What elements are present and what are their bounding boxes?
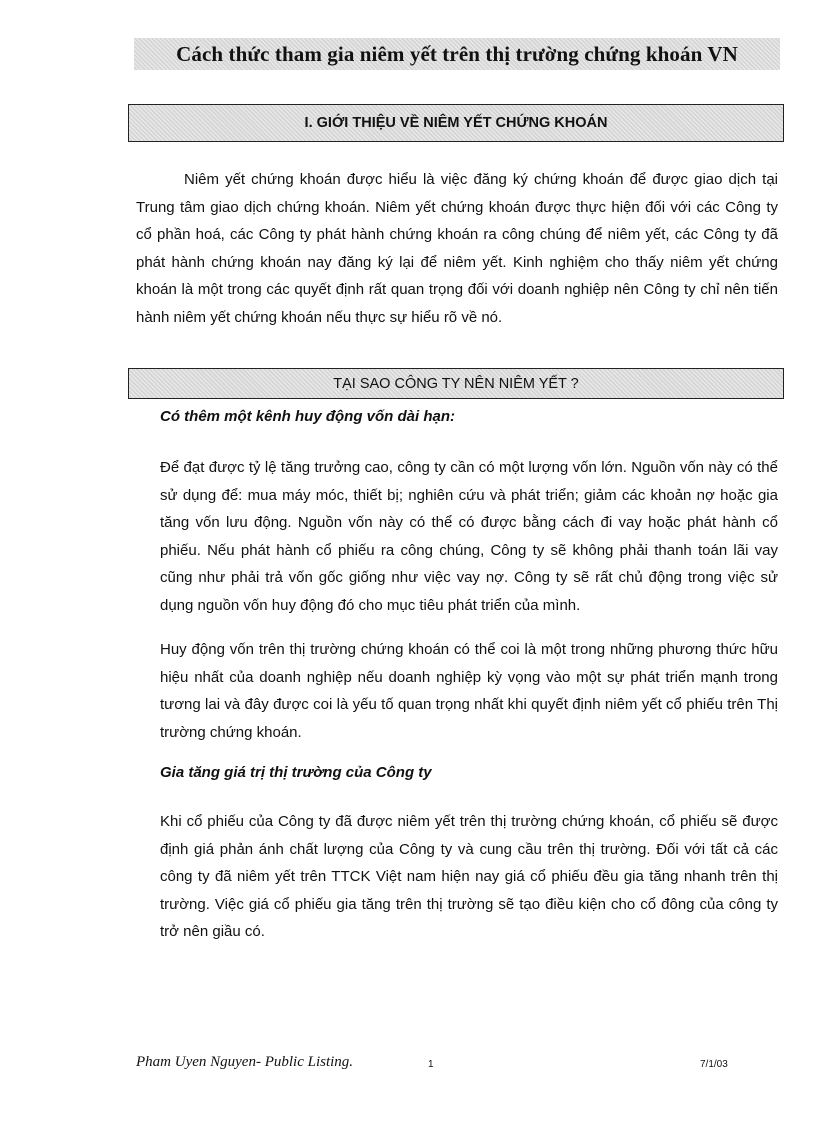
paragraph-capital-needs: Để đạt được tỷ lệ tăng trưởng cao, công ty cần có một lượng vốn lớn. Nguồn vốn này có thể sử dụng để: mua máy móc, thiết bị; nghiên cứu và phát triển; giảm các khoản nợ hoặc gia tăng vốn lưu động. Nguồn vốn này có thể có được bằng cách đi vay hoặc phát hành cổ phiếu. Nếu phát hành cổ phiếu ra công chúng, Công ty sẽ không phải thanh toán lãi vay cũng như phải trả vốn gốc giống như việc vay nợ. Công ty sẽ rất chủ động trong việc sử dụng nguồn vốn huy động đó cho mục tiêu phát triển của mình. bbox=[160, 459, 778, 614]
section-heading-why-list: TẠI SAO CÔNG TY NÊN NIÊM YẾT ? bbox=[333, 375, 579, 392]
subheading-market-value: Gia tăng giá trị thị trường của Công ty bbox=[160, 764, 432, 781]
document-title-bar bbox=[134, 38, 780, 70]
footer-author: Pham Uyen Nguyen- Public Listing. bbox=[136, 1054, 354, 1070]
section-heading-introduction: I. GIỚI THIỆU VỀ NIÊM YẾT CHỨNG KHOÁN bbox=[304, 115, 608, 131]
section-heading-box-introduction bbox=[128, 104, 784, 142]
footer-date: 7/1/03 bbox=[700, 1059, 728, 1070]
intro-paragraph: Niêm yết chứng khoán được hiểu là việc đăng ký chứng khoán để được giao dịch tại Trung tâm giao dịch chứng khoán. Niêm yết chứng khoán được thực hiện đối với các Công ty cổ phần hoá, các Công ty phát hành chứng khoán ra công chúng để niêm yết, các Công ty đã phát hành chứng khoán nay đăng ký lại để niêm yết. Kinh nghiệm cho thấy niêm yết chứng khoán là một trong các quyết định rất quan trọng đối với doanh nghiệp nên Công ty chỉ nên tiến hành niêm yết chứng khoán nếu thực sự hiểu rõ về nó. bbox=[136, 171, 778, 326]
paragraph-capital-raising: Huy động vốn trên thị trường chứng khoán có thể coi là một trong những phương thức hữu hiệu nhất của doanh nghiệp nếu doanh nghiệp kỳ vọng vào một sự phát triển mạnh trong tương lai và đây được coi là yếu tố quan trọng nhất khi quyết định niêm yết cổ phiếu trên Thị trường chứng khoán. bbox=[160, 641, 778, 741]
subheading-long-term-capital: Có thêm một kênh huy động vốn dài hạn: bbox=[160, 408, 455, 425]
document-title: Cách thức tham gia niêm yết trên thị trường chứng khoán VN bbox=[176, 41, 738, 66]
paragraph-market-value: Khi cổ phiếu của Công ty đã được niêm yết trên thị trường chứng khoán, cổ phiếu sẽ được định giá phản ánh chất lượng của Công ty và cung cầu trên thị trường. Đối với tất cả các công ty đã niêm yết trên TTCK Việt nam hiện nay giá cổ phiếu đều gia tăng nhanh trên thị trường. Việc giá cổ phiếu gia tăng trên thị trường sẽ tạo điều kiện cho cổ đông của công ty trở nên giầu có. bbox=[160, 813, 778, 940]
section-heading-box-why-list bbox=[128, 368, 784, 399]
footer-page-number: 1 bbox=[428, 1059, 434, 1070]
